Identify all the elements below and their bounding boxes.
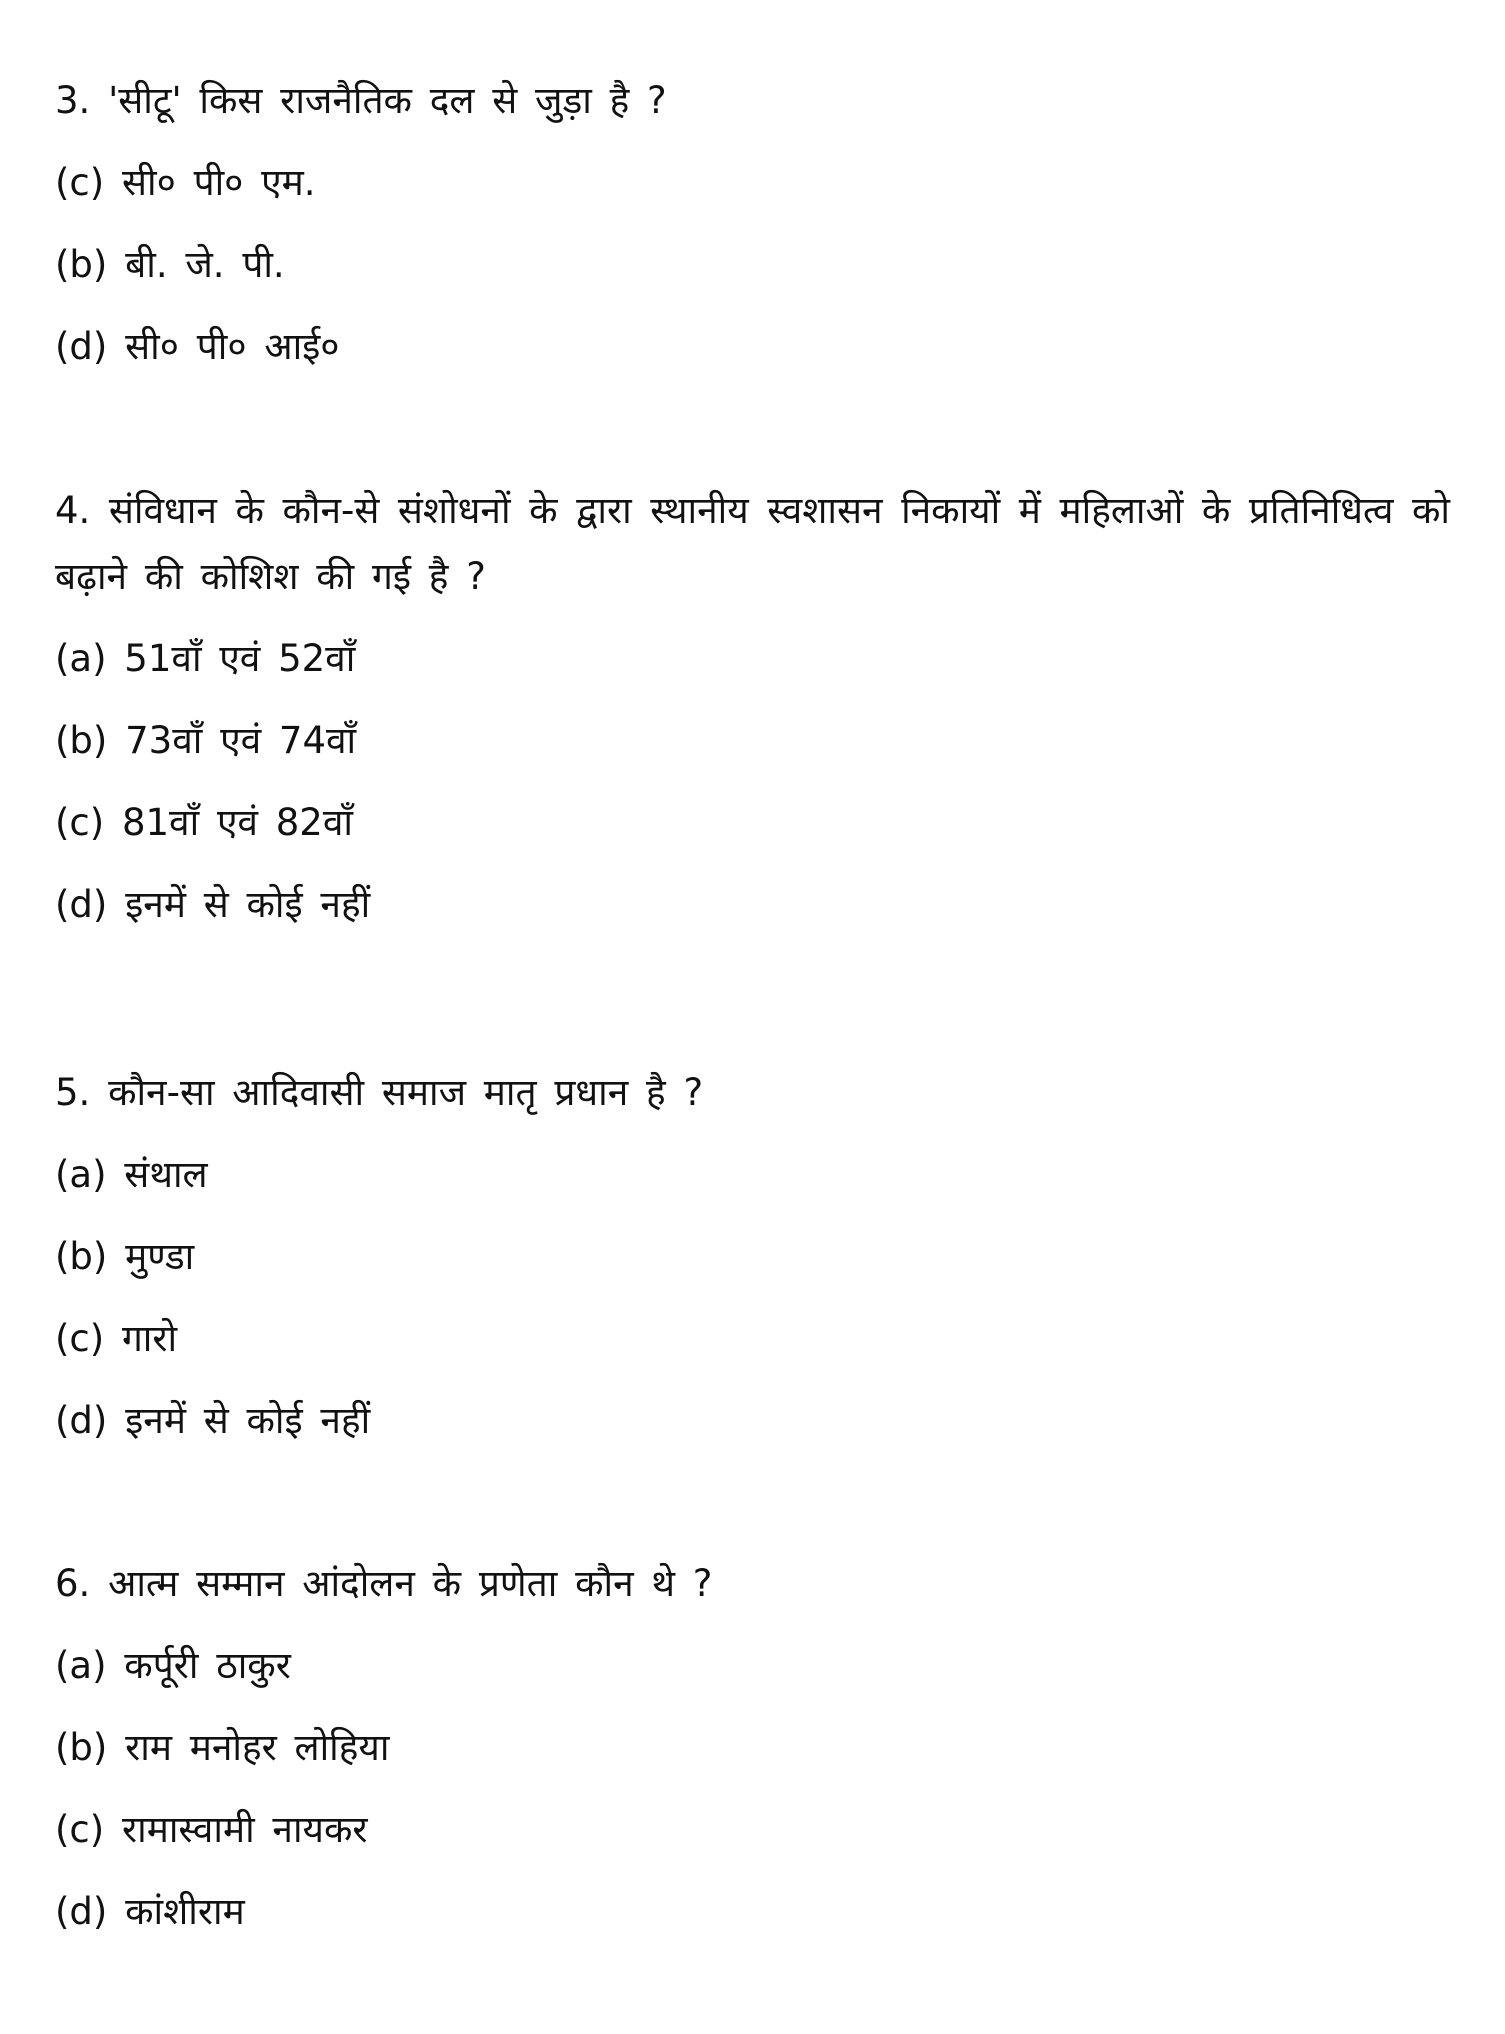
- option-item: (c) 81वाँ एवं 82वाँ: [55, 801, 354, 844]
- option-list: [55, 1134, 1450, 1462]
- option-item: (c) गारो: [55, 1317, 178, 1360]
- option-item: (a) 51वाँ एवं 52वाँ: [55, 637, 356, 680]
- option-item: (b) बी. जे. पी.: [55, 243, 285, 286]
- option-item: (a) संथाल: [55, 1153, 208, 1196]
- option-item: (c) रामास्वामी नायकर: [55, 1808, 368, 1851]
- option-list: [55, 618, 1450, 946]
- option-item: (d) इनमें से कोई नहीं: [55, 1399, 371, 1442]
- question-4: [55, 478, 1450, 946]
- option-list: [55, 1625, 1450, 1953]
- option-item: (a) कर्पूरी ठाकुर: [55, 1644, 291, 1687]
- option-item: (d) कांशीराम: [55, 1890, 245, 1933]
- question-5: [55, 1052, 1450, 1462]
- question-3: [55, 60, 1450, 388]
- option-list: [55, 142, 1450, 388]
- option-item: (b) राम मनोहर लोहिया: [55, 1726, 390, 1769]
- option-item: (c) सी० पी० एम.: [55, 161, 316, 204]
- question-text: 5. कौन-सा आदिवासी समाज मातृ प्रधान है ?: [55, 1071, 704, 1114]
- option-item: (b) 73वाँ एवं 74वाँ: [55, 719, 357, 762]
- option-item: (b) मुण्डा: [55, 1235, 195, 1278]
- option-item: (d) इनमें से कोई नहीं: [55, 883, 371, 926]
- question-text: 3. 'सीटू' किस राजनैतिक दल से जुड़ा है ?: [55, 79, 667, 122]
- question-6: [55, 1543, 1450, 1953]
- question-text: 4. संविधान के कौन-से संशोधनों के द्वारा स्थानीय स्वशासन निकायों में महिलाओं के प्रतिनिधित्व को बढ़ाने की कोशिश की गई है ?: [55, 489, 1450, 598]
- question-text: 6. आत्म सम्मान आंदोलन के प्रणेता कौन थे ?: [55, 1562, 713, 1605]
- option-item: (d) सी० पी० आई०: [55, 325, 340, 368]
